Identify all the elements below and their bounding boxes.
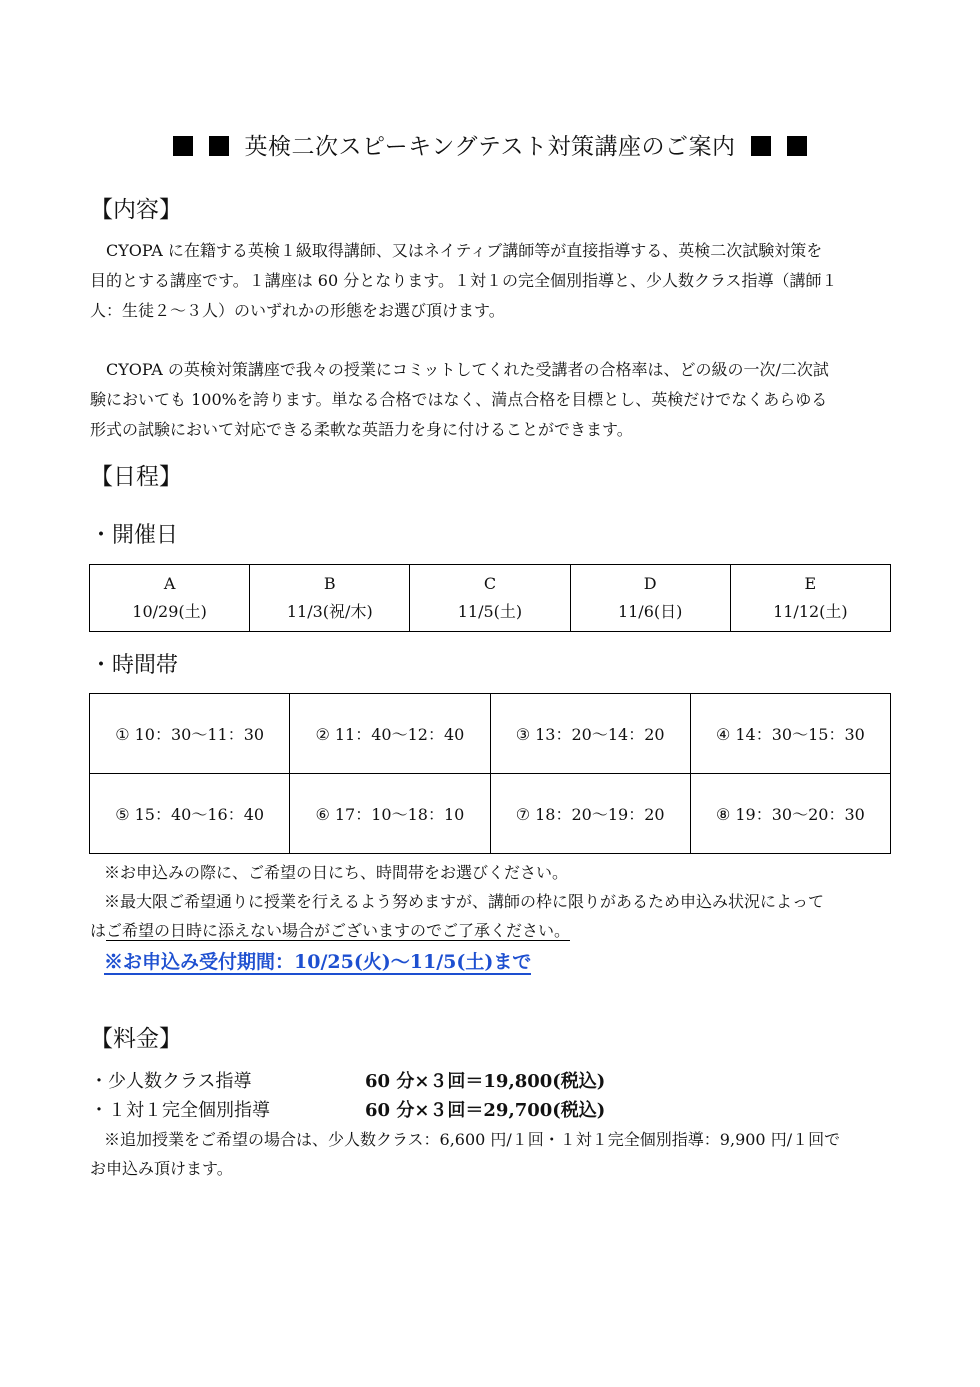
fee-note-line-1: ※追加授業をご希望の場合は、少人数クラス：6,600 円/１回・１対１完全個別指導：9,900 円/１回で bbox=[104, 1130, 841, 1149]
date-value: 10/29(土) bbox=[132, 602, 207, 621]
date-value: 11/12(土) bbox=[773, 602, 848, 621]
paragraph-line: 人：生徒２～３人）のいずれかの形態をお選び頂けます。 bbox=[90, 301, 505, 320]
times-table bbox=[89, 693, 891, 854]
time-slot-cell: ① 10：30～11：30 bbox=[90, 694, 290, 774]
date-cell bbox=[410, 565, 570, 632]
date-code: A bbox=[163, 574, 176, 593]
content-paragraph-2 bbox=[90, 355, 900, 445]
note-text: は bbox=[90, 921, 107, 940]
time-slot-cell: ⑤ 15：40～16：40 bbox=[90, 774, 290, 854]
date-cell bbox=[90, 565, 250, 632]
time-slot-cell: ④ 14：30～15：30 bbox=[690, 694, 890, 774]
dates-table bbox=[89, 564, 891, 632]
title-text: 英検二次スピーキングテスト対策講座のご案内 bbox=[244, 134, 736, 160]
deadline-text: ※お申込み受付期間：10/25(火)～11/5(土)まで bbox=[104, 951, 532, 973]
date-cell bbox=[570, 565, 730, 632]
time-slot-cell: ③ 13：20～14：20 bbox=[490, 694, 690, 774]
application-deadline bbox=[104, 947, 531, 974]
date-code: E bbox=[804, 574, 817, 593]
date-code: D bbox=[643, 574, 657, 593]
fee-item-price bbox=[365, 1096, 605, 1122]
dates-heading: ・開催日 bbox=[90, 523, 179, 548]
price-text: 60 分×３回＝29,700(税込) bbox=[365, 1100, 606, 1121]
time-slot-cell: ⑦ 18：20～19：20 bbox=[490, 774, 690, 854]
black-square-icon bbox=[173, 136, 193, 156]
time-slot-cell: ⑥ 17：10～18：10 bbox=[290, 774, 490, 854]
date-code: C bbox=[483, 574, 497, 593]
fee-item-name: ・少人数クラス指導 bbox=[90, 1071, 252, 1092]
date-value: 11/3(祝/木) bbox=[286, 602, 373, 621]
time-slot-cell: ⑧ 19：30～20：30 bbox=[690, 774, 890, 854]
section-heading-content: 【内容】 bbox=[90, 197, 182, 223]
paragraph-line: 形式の試験において対応できる柔軟な英語力を身に付けることができます。 bbox=[90, 420, 633, 439]
content-paragraph-1 bbox=[90, 236, 900, 326]
fee-item-price bbox=[365, 1067, 605, 1093]
black-square-icon bbox=[751, 136, 771, 156]
fee-item-name: ・１対１完全個別指導 bbox=[90, 1100, 270, 1121]
document-title bbox=[0, 128, 980, 161]
schedule-note-1: ※お申込みの際に、ご希望の日にち、時間帯をお選びください。 bbox=[104, 863, 569, 882]
section-heading-schedule: 【日程】 bbox=[90, 464, 182, 490]
date-cell bbox=[250, 565, 410, 632]
times-heading: ・時間帯 bbox=[90, 653, 179, 678]
black-square-icon bbox=[209, 136, 229, 156]
fee-note-line-2: お申込み頂けます。 bbox=[90, 1159, 233, 1178]
date-cell bbox=[730, 565, 890, 632]
paragraph-line: CYOPA の英検対策講座で我々の授業にコミットしてくれた受講者の合格率は、どの級の一次/二次試 bbox=[90, 360, 829, 379]
price-text: 60 分×３回＝19,800(税込) bbox=[365, 1071, 606, 1092]
schedule-note-2-line-2 bbox=[90, 916, 570, 945]
paragraph-line: CYOPA に在籍する英検１級取得講師、又はネイティブ講師等が直接指導する、英検二次試験対策を bbox=[90, 241, 823, 260]
date-value: 11/6(日) bbox=[617, 602, 683, 621]
section-heading-fee: 【料金】 bbox=[90, 1026, 182, 1052]
date-code: B bbox=[323, 574, 336, 593]
paragraph-line: 目的とする講座です。１講座は 60 分となります。１対１の完全個別指導と、少人数クラス指導（講師１ bbox=[90, 271, 838, 290]
time-slot-cell: ② 11：40～12：40 bbox=[290, 694, 490, 774]
black-square-icon bbox=[787, 136, 807, 156]
paragraph-line: 験においても 100%を誇ります。単なる合格ではなく、満点合格を目標とし、英検だけでなくあらゆる bbox=[90, 390, 828, 409]
date-value: 11/5(土) bbox=[457, 602, 523, 621]
schedule-note-2-line-1: ※最大限ご希望通りに授業を行えるよう努めますが、講師の枠に限りがあるため申込み状況によって bbox=[104, 892, 825, 911]
note-underlined-text: ご希望の日時に添えない場合がございますのでご了承ください。 bbox=[106, 921, 571, 940]
